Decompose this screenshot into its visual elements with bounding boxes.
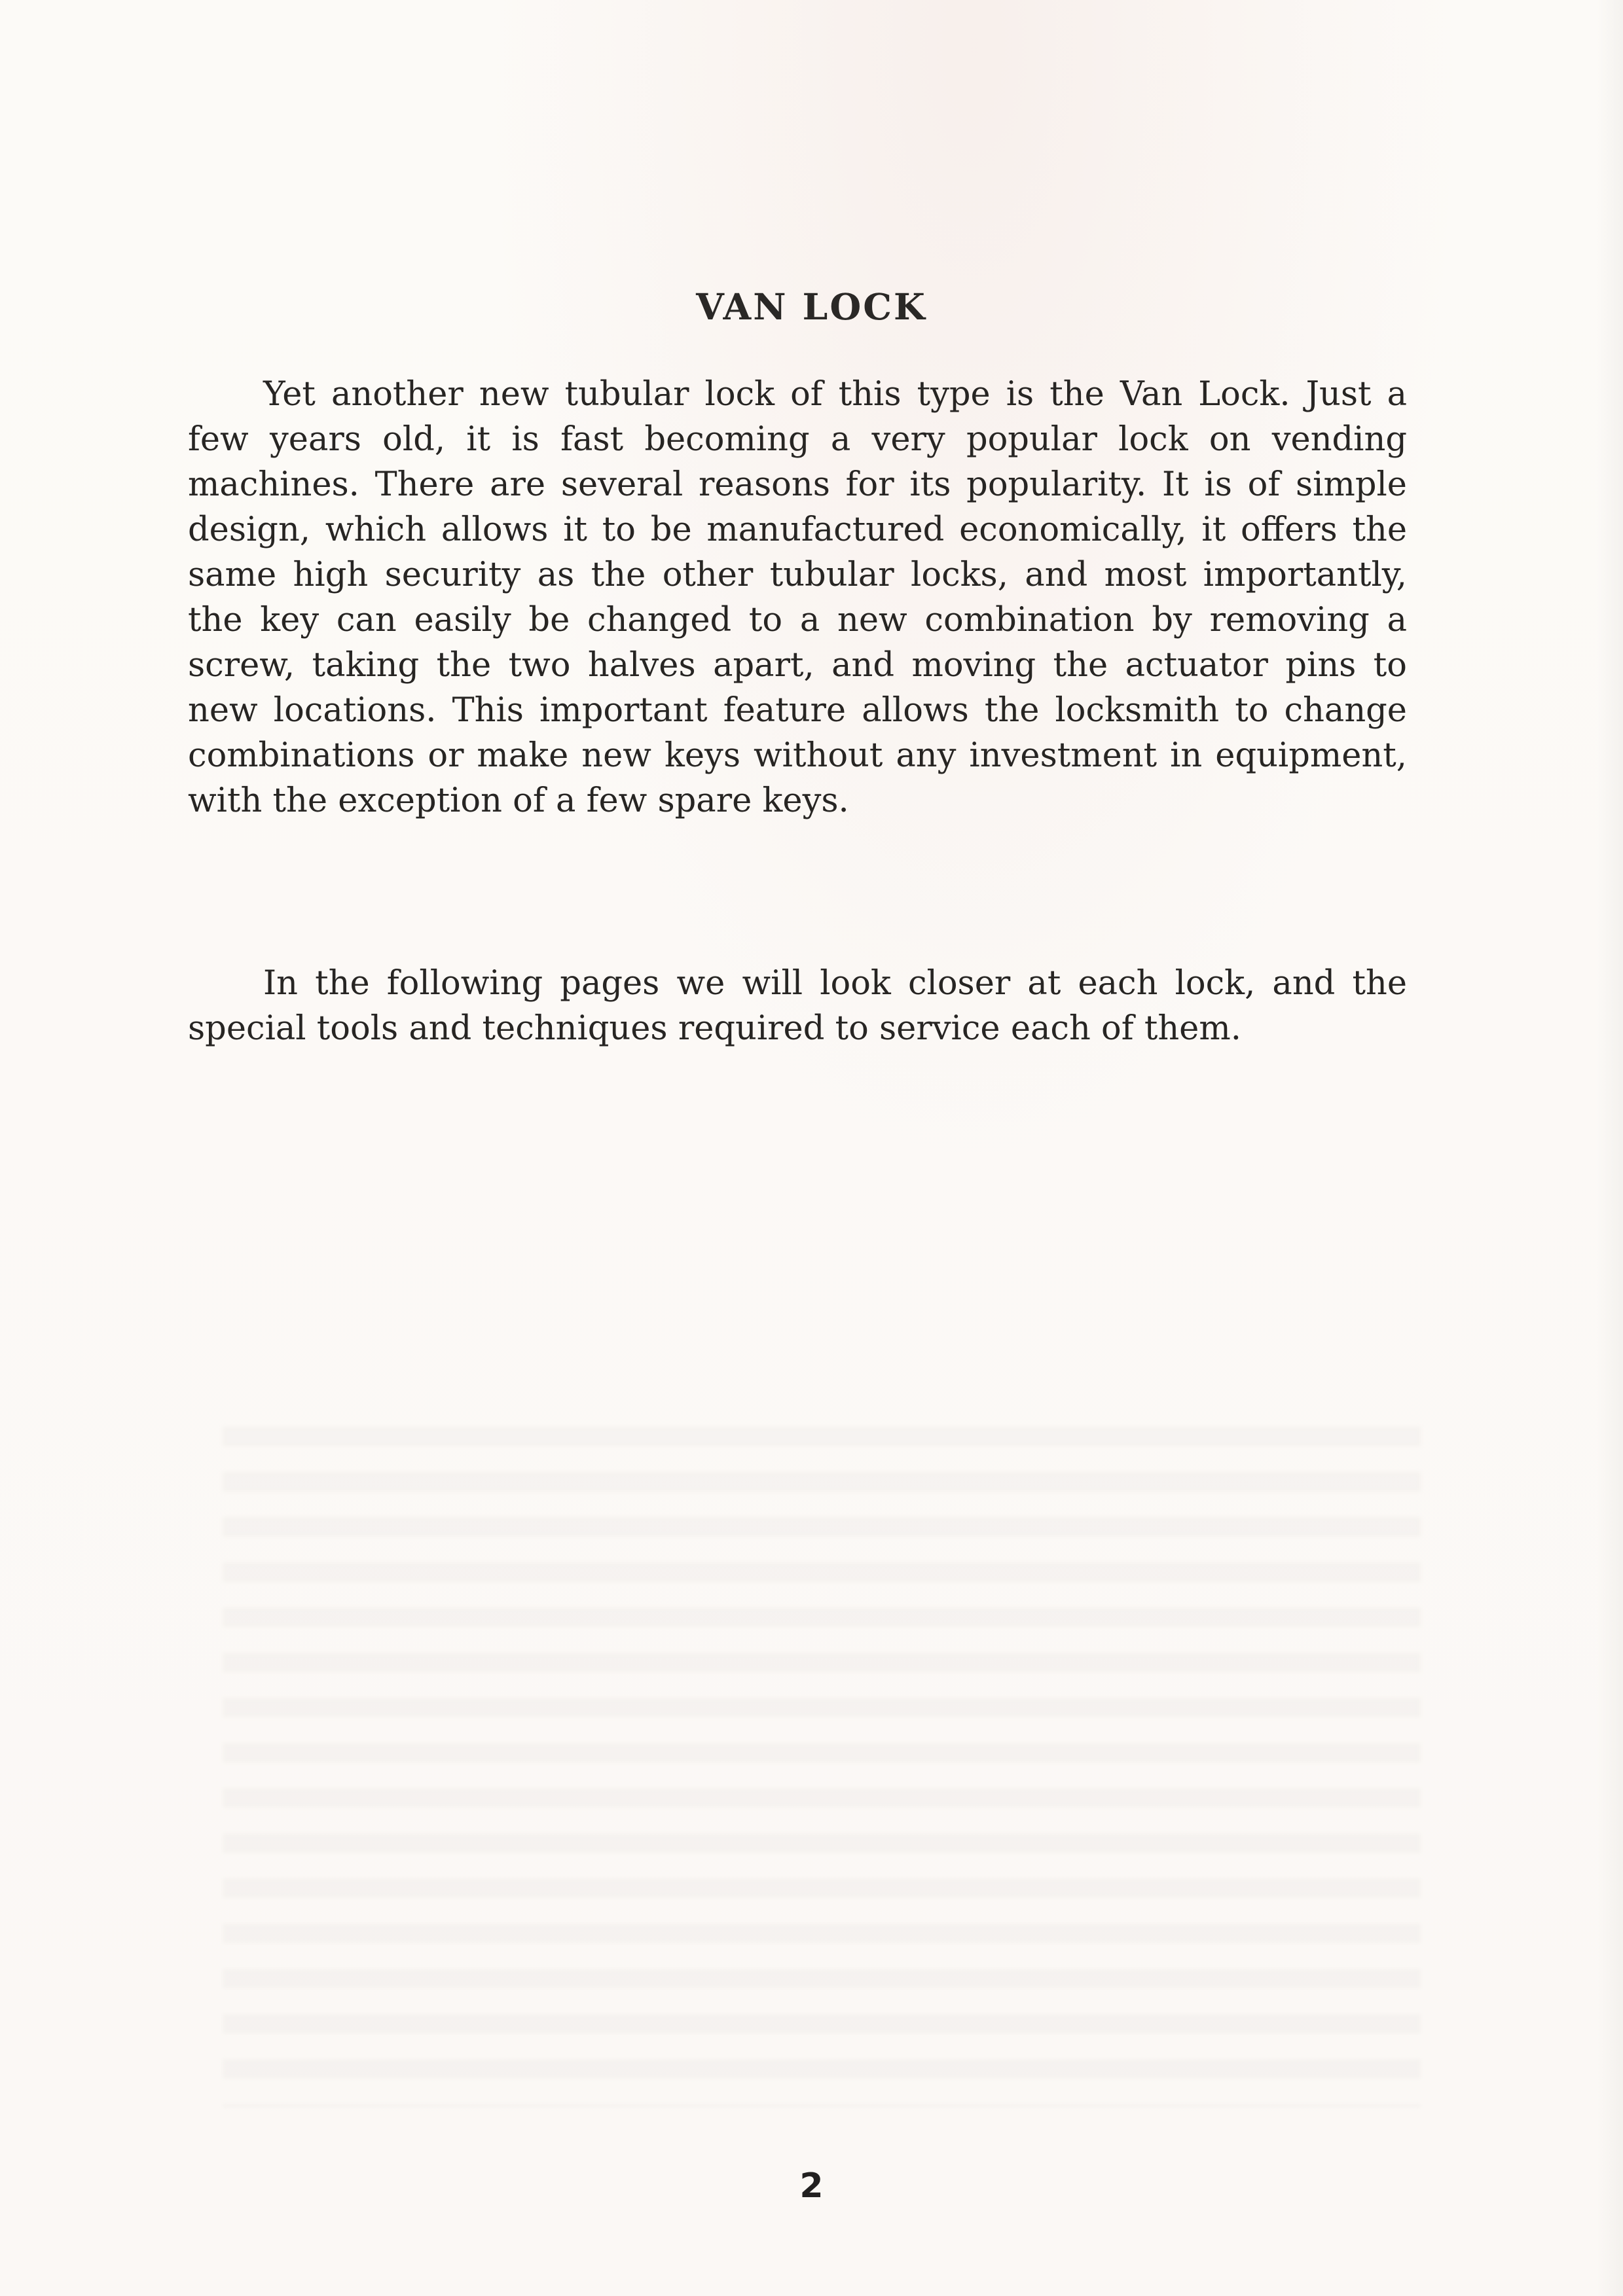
page-number: 2 <box>799 2166 824 2206</box>
page-title: VAN LOCK <box>696 285 927 328</box>
paragraph-2: In the following pages we will look closer at each lock, and the special tools and techniques required to service each of them. <box>188 964 1407 1048</box>
page-edge-shadow <box>1597 0 1623 2296</box>
show-through-text <box>223 1427 1421 2108</box>
paragraph-1: Yet another new tubular lock of this type is the Van Lock. Just a few years old, it is fast becoming a very popular lock on vending machines. There are several reasons for its popularity. It is of simple design, which allows it to be manufactured economically, it offers the same high security as the other tubular locks, and most importantly, the key can easily be changed to a new combination by removing a screw, taking the two halves apart, and moving the actuator pins to new locations. This important feature allows the locksmith to change combinations or make new keys without any investment in equipment, with the exception of a few spare keys. <box>188 375 1407 820</box>
